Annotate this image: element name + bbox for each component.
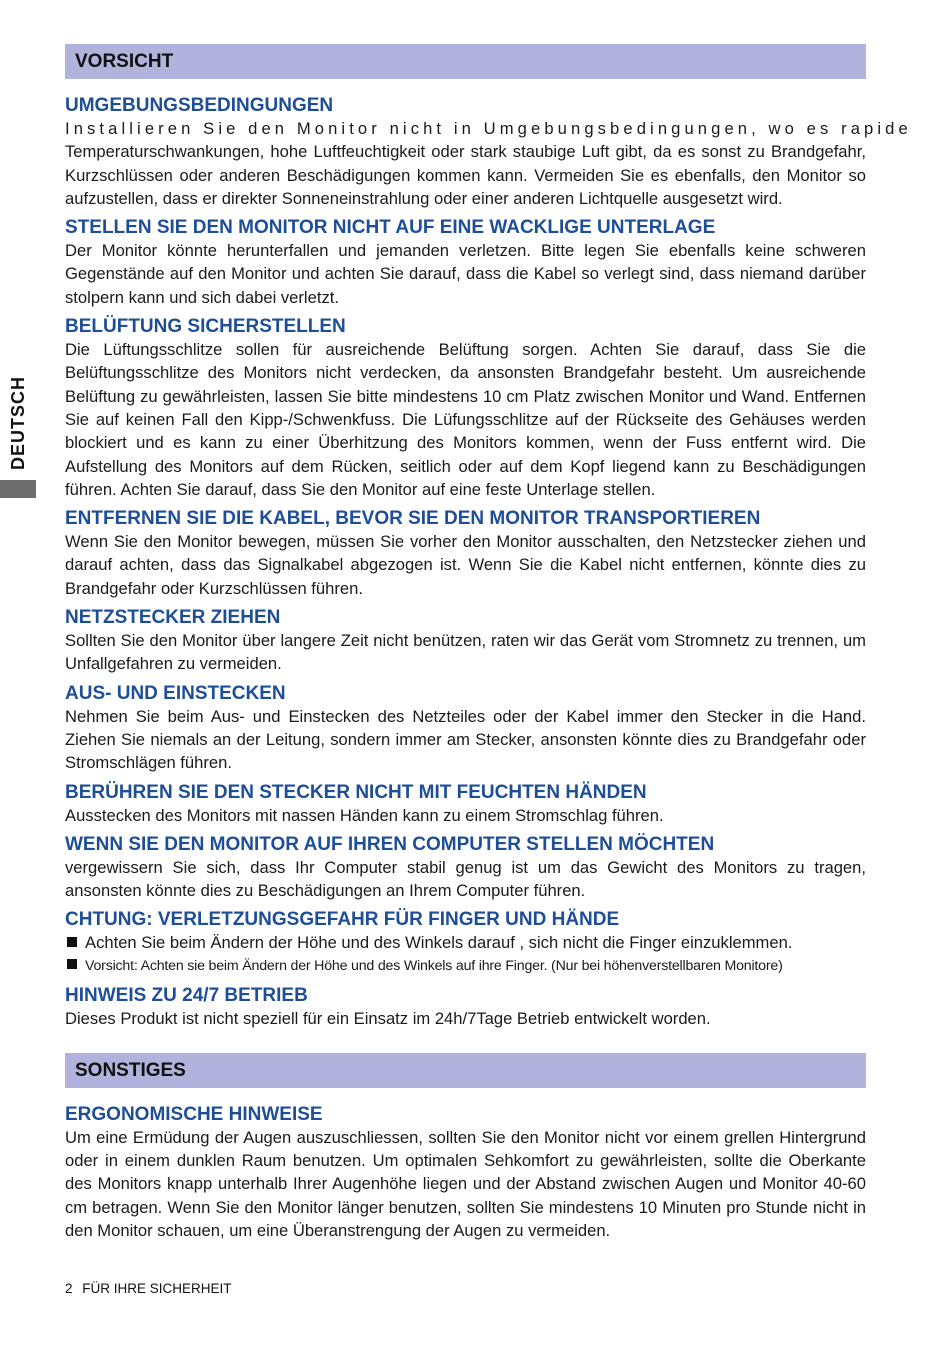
section-belueftung [65, 316, 866, 501]
list-item [65, 931, 866, 955]
section-heading: AUS- UND EINSTECKEN [65, 682, 286, 704]
page-number: 2 [65, 1281, 73, 1296]
section-text: Nehmen Sie beim Aus- und Einstecken des Netzteiles oder der Kabel immer den Stecker in die Hand. Ziehen Sie niemals an der Leitung, sondern immer am Stecker, ansonsten könnte dies zu Brandgefahr oder Stromschlägen führen. [65, 706, 866, 773]
section-heading: BELÜFTUNG SICHERSTELLEN [65, 316, 346, 338]
section-band-sonstiges: SONSTIGES [65, 1053, 866, 1088]
language-tab-marker [0, 480, 36, 498]
section-heading: BERÜHREN SIE DEN STECKER NICHT MIT FEUCHTEN HÄNDEN [65, 781, 647, 803]
section-heading: ERGONOMISCHE HINWEISE [65, 1103, 323, 1125]
section-text: Dieses Produkt ist nicht speziell für ein Einsatz im 24h/7Tage Betrieb entwickelt worden. [65, 1009, 711, 1029]
list-item [65, 955, 866, 979]
list-item-text: Vorsicht: Achten sie beim Ändern der Höhe und des Winkels auf ihre Finger. (Nur bei höhenverstellbaren Monitore) [85, 957, 783, 974]
section-text: Um eine Ermüdung der Augen auszuschliessen, sollten Sie den Monitor nicht vor einem grellen Hintergrund oder in einem dunklen Raum benutzen. Um optimalen Sehkomfort zu gewährleisten, sollte die Oberkante des Monitors knapp unterhalb Ihrer Augenhöhe liegen und der Abstand zwischen Augen und Monitor 40-60 cm betragen. Wenn Sie den Monitor länger benutzen, sollten Sie mindestens 10 Minuten pro Stunde nicht in den Monitor schauen, um eine Überanstrengung der Augen zu vermeiden. [65, 1127, 866, 1240]
section-finger-haende [65, 909, 866, 978]
section-kabel-entfernen [65, 508, 866, 600]
page-content [65, 44, 912, 1242]
section-text: Der Monitor könnte herunterfallen und jemanden verletzen. Bitte legen Sie ebenfalls keine schweren Gegenstände auf den Monitor und achten Sie darauf, dass die Kabel so verlegt sind, dass niemand darüber stolpern kann und sich dabei verletzt. [65, 241, 866, 307]
section-24-7-betrieb [65, 985, 866, 1030]
section-heading: STELLEN SIE DEN MONITOR NICHT AUF EINE WACKLIGE UNTERLAGE [65, 217, 716, 239]
section-text-first-line: Installieren Sie den Monitor nicht in Umgebungsbedingungen, wo es rapide [65, 119, 912, 138]
section-feuchte-haende [65, 782, 866, 827]
section-heading: ENTFERNEN SIE DIE KABEL, BEVOR SIE DEN MONITOR TRANSPORTIEREN [65, 508, 761, 530]
square-bullet-icon [67, 959, 77, 969]
section-netzstecker [65, 607, 866, 676]
section-heading: UMGEBUNGSBEDINGUNGEN [65, 95, 334, 116]
section-text: Die Lüftungsschlitze sollen für ausreichende Belüftung sorgen. Achten Sie darauf, dass Sie die Belüftungsschlitze des Monitors nicht verdecken, da ansonsten Brandgefahr besteht. Um ausreichende Belüftung zu gewährleisten, lassen Sie bitte mindestens 10 cm Platz zwischen Monitor und Wand. Entfernen Sie auf keinen Fall den Kipp-/Schwenkfuss. Die Lüfungsschlitze auf der Rückseite des Gehäuses werden blockiert und es kann zu einer Überhitzung des Monitors kommen, wenn der Fuss entfernt wird. Die Aufstellung des Monitors auf dem Rücken, seitlich oder auf dem Kopf liegend kann zu Beschädigungen führen. Achten Sie darauf, dass Sie den Monitor auf eine feste Unterlage stellen. [65, 340, 866, 499]
section-heading: NETZSTECKER ZIEHEN [65, 607, 281, 629]
section-band-vorsicht: VORSICHT [65, 44, 866, 79]
section-heading: HINWEIS ZU 24/7 BETRIEB [65, 985, 308, 1007]
section-text: Temperaturschwankungen, hohe Luftfeuchtigkeit oder stark staubige Luft gibt, da es sonst zu Brandgefahr, Kurzschlüssen oder anderen Beschädigungen kommen kann. Vermeiden Sie es ebenfalls, den Monitor so aufzustellen, dass er direkter Sonneneinstrahlung oder einer anderen Lichtquelle ausgesetzt wird. [65, 142, 866, 208]
section-text: Wenn Sie den Monitor bewegen, müssen Sie vorher den Monitor ausschalten, den Netzstecker ziehen und darauf achten, dass das Signalkabel abgezogen ist. Wenn Sie die Kabel nicht entfernen, könnte dies zu Brandgefahr oder Kurzschlüssen führen. [65, 532, 866, 598]
section-umgebungsbedingungen [65, 95, 912, 210]
section-heading: CHTUNG: VERLETZUNGSGEFAHR FÜR FINGER UND HÄNDE [65, 909, 620, 931]
footer-label: FÜR IHRE SICHERHEIT [82, 1281, 232, 1296]
section-wacklige-unterlage [65, 217, 866, 309]
page-footer [65, 1281, 232, 1296]
list-item-text: Achten Sie beim Ändern der Höhe und des Winkels darauf , sich nicht die Finger einzuklemmen. [85, 933, 793, 953]
section-aus-einstecken [65, 683, 866, 775]
section-computer [65, 834, 866, 903]
language-tab-label: DEUTSCH [8, 375, 28, 470]
square-bullet-icon [67, 937, 77, 947]
section-heading: WENN SIE DEN MONITOR AUF IHREN COMPUTER STELLEN MÖCHTEN [65, 833, 715, 855]
section-ergonomie [65, 1104, 866, 1242]
section-text: Ausstecken des Monitors mit nassen Händen kann zu einem Stromschlag führen. [65, 805, 664, 825]
section-text: Sollten Sie den Monitor über langere Zeit nicht benützen, raten wir das Gerät vom Stromnetz zu trennen, um Unfallgefahren zu vermeiden. [65, 631, 866, 674]
section-text: vergewissern Sie sich, dass Ihr Computer stabil genug ist um das Gewicht des Monitors zu tragen, ansonsten könnte dies zu Beschädigungen an Ihrem Computer führen. [65, 857, 866, 901]
